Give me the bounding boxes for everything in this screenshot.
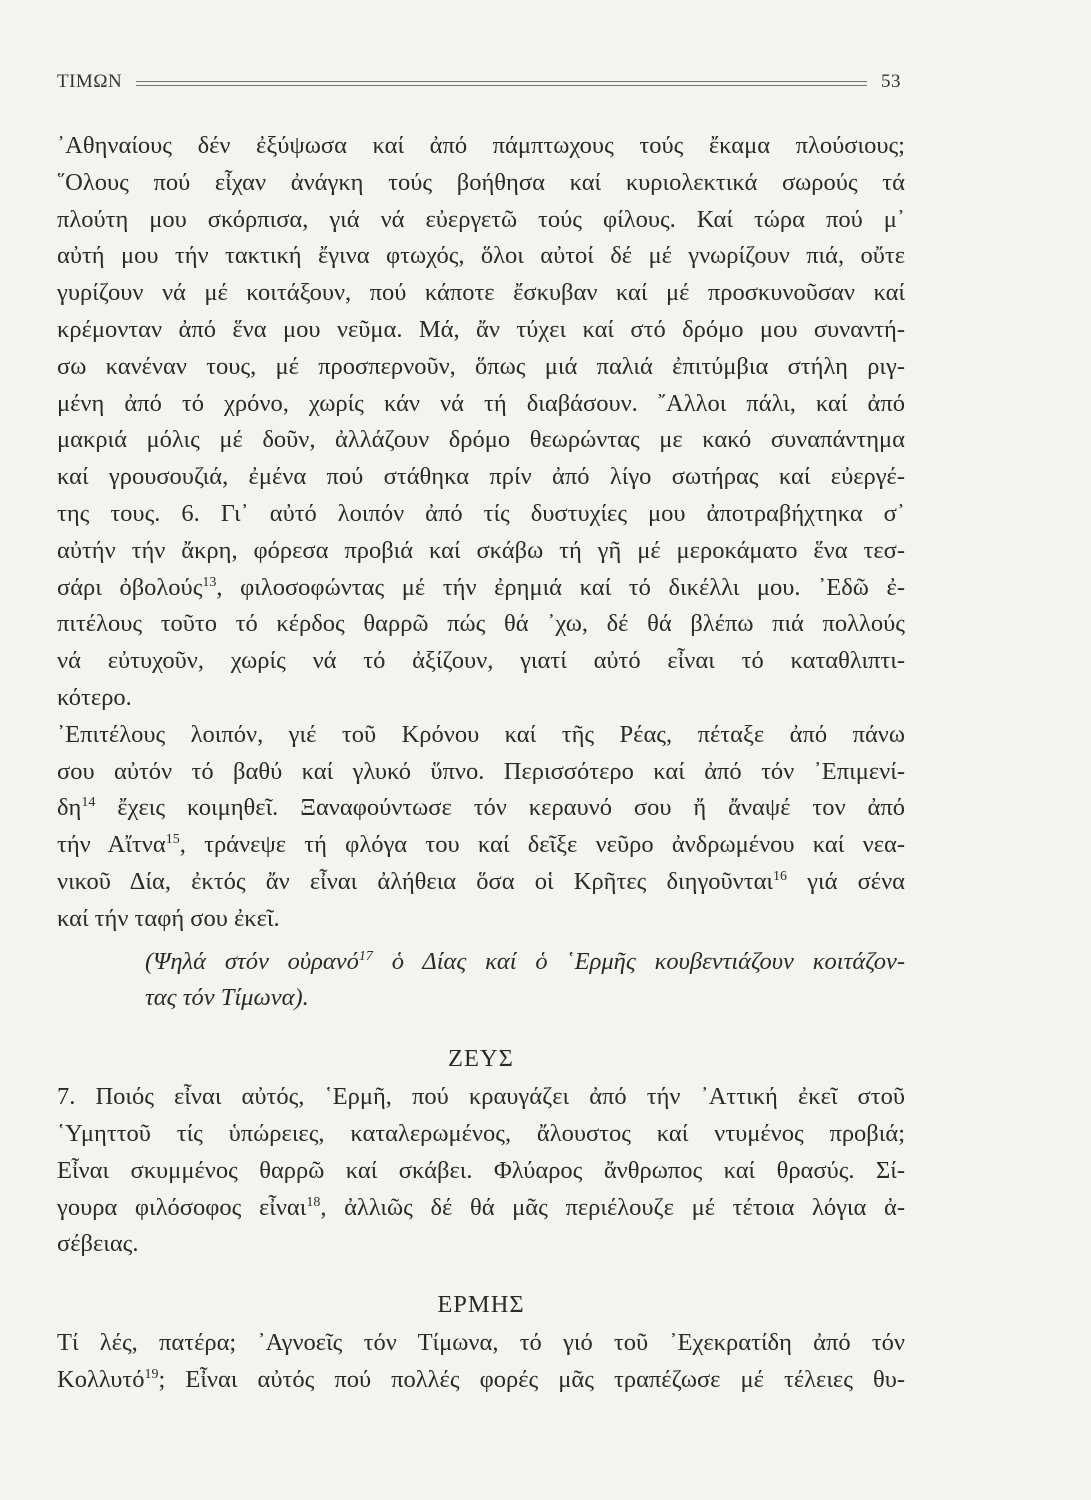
text-line: αὐτήν τήν ἄκρη, φόρεσα προβιά καί σκάβω τή γῆ μέ μεροκάματο ἕνα τεσ-: [57, 536, 905, 564]
speaker-heading: ΖΕΥΣ: [448, 1045, 514, 1073]
text-line: ῞Ολους πού εἶχαν ἀνάγκη τούς βοήθησα καί κυριολεκτικά σωρούς τά: [57, 168, 905, 196]
text-fragment: τήν Αἴτνα: [57, 831, 166, 859]
running-header: [57, 70, 901, 94]
text-fragment: σάρι ὀβολούς: [57, 573, 203, 601]
text-fragment: δη: [57, 794, 82, 822]
footnote-ref: 13: [202, 574, 217, 590]
footnote-ref: 18: [306, 1194, 321, 1210]
text-line: γυρίζουν νά μέ κοιτάξουν, πού κάποτε ἔσκυβαν καί μέ προσκυνοῦσαν καί: [57, 279, 905, 307]
spacer: [57, 1263, 905, 1285]
page-number: 53: [881, 71, 901, 92]
footnote-ref: 19: [144, 1366, 159, 1382]
text-line: καί γρουσουζιά, ἐμένα πού στάθηκα πρίν ἀπό λίγο σωτήρας καί εὐεργέ-: [57, 463, 905, 491]
text-line: αὐτή μου τήν τακτική ἔγινα φτωχός, ὅλοι αὐτοί δέ μέ γνωρίζουν πιά, οὔτε: [57, 242, 905, 270]
text-line: κρέμονταν ἀπό ἕνα μου νεῦμα. Μά, ἄν τύχει καί στό δρόμο μου συναντή-: [57, 315, 905, 343]
text-line: [57, 1190, 905, 1227]
text-line: νά εὐτυχοῦν, χωρίς νά τό ἀξίζουν, γιατί αὐτό εἶναι τό καταθλιπτι-: [57, 647, 905, 675]
text-line: [57, 570, 905, 607]
text-line: [57, 1362, 905, 1399]
stage-direction-line: [57, 944, 905, 981]
text-line: Τί λές, πατέρα; ᾿Αγνοεῖς τόν Τίμωνα, τό γιό τοῦ ᾿Εχεκρατίδη ἀπό τόν: [57, 1329, 905, 1357]
stage-direction-line: τας τόν Τίμωνα).: [145, 984, 309, 1012]
text-fragment: ἔχεις κοιμηθεῖ. Ξαναφούντωσε τόν κεραυνό σου ἤ ἄναψέ τον ἀπό: [95, 794, 905, 822]
text-line: μακριά μόλις μέ δοῦν, ἀλλάζουν δρόμο θεωρώντας με κακό συναπάντημα: [57, 426, 905, 454]
speaker-heading: ΕΡΜΗΣ: [437, 1291, 525, 1319]
text-line: ᾿Αθηναίους δέν ἐξύψωσα καί ἀπό πάμπτωχους τούς ἔκαμα πλούσιους;: [57, 132, 905, 159]
text-fragment: , φιλοσοφώντας μέ τήν ἐρημιά καί τό δικέλλι μου. ᾿Εδῶ ἐ-: [216, 573, 905, 601]
header-rule: [136, 81, 867, 86]
text-line: της τους. 6. Γι᾿ αὐτό λοιπόν ἀπό τίς δυστυχίες μου ἀποτραβήχτηκα σ᾿: [57, 499, 905, 527]
text-line: ᾿Επιτέλους λοιπόν, γιέ τοῦ Κρόνου καί τῆς Ρέας, πέταξε ἀπό πάνω: [57, 720, 905, 748]
text-line: Εἶναι σκυμμένος θαρρῶ καί σκάβει. Φλύαρος ἄνθρωπος καί θρασύς. Σί-: [57, 1156, 905, 1184]
text-fragment: ὁ Δίας καί ὁ ῾Ερμῆς κουβεντιάζουν κοιτάζον-: [372, 947, 905, 975]
footnote-ref: 15: [165, 832, 180, 848]
body-text: [57, 128, 905, 1399]
text-line: μένη ἀπό τό χρόνο, χωρίς κάν νά τή διαβάσουν. ῎Αλλοι πάλι, καί ἀπό: [57, 389, 905, 417]
footnote-ref: 14: [81, 795, 96, 811]
text-line: [57, 790, 905, 827]
footnote-ref: 17: [358, 948, 373, 964]
running-title: ΤΙΜΩΝ: [57, 71, 123, 92]
text-line: πλούτη μου σκόρπισα, γιά νά εὐεργετῶ τούς φίλους. Καί τώρα πού μ᾿: [57, 205, 905, 233]
text-line: σω κανέναν τους, μέ προσπερνοῦν, ὅπως μιά παλιά ἐπιτύμβια στήλη ριγ-: [57, 352, 905, 380]
text-line: [57, 827, 905, 864]
text-fragment: γιά σένα: [787, 867, 905, 895]
text-fragment: γουρα φιλόσοφος εἶναι: [57, 1193, 307, 1221]
text-line: σέβειας.: [57, 1230, 139, 1258]
text-fragment: , τράνεψε τή φλόγα του καί δεῖξε νεῦρο ἀνδρωμένου καί νεα-: [179, 831, 905, 859]
text-fragment: Κολλυτό: [57, 1365, 145, 1393]
footnote-ref: 16: [773, 868, 787, 884]
text-fragment: νικοῦ Δία, ἐκτός ἄν εἶναι ἀλήθεια ὅσα οἱ Κρῆτες διηγοῦνται: [57, 867, 773, 895]
text-fragment: , ἀλλιῶς δέ θά μᾶς περιέλουζε μέ τέτοια λόγια ἀ-: [320, 1193, 905, 1221]
text-line: σου αὐτόν τό βαθύ καί γλυκό ὕπνο. Περισσότερο καί ἀπό τόν ᾿Επιμενί-: [57, 757, 905, 785]
text-fragment: ; Εἶναι αὐτός πού πολλές φορές μᾶς τραπέζωσε μέ τέλειες θυ-: [158, 1365, 905, 1393]
spacer: [57, 1017, 905, 1039]
text-line: [57, 864, 905, 901]
text-line: καί τήν ταφή σου ἐκεῖ.: [57, 904, 280, 932]
text-line: ῾Υμηττοῦ τίς ὑπώρειες, καταλερωμένος, ἄλουστος καί ντυμένος προβιά;: [57, 1119, 905, 1147]
text-fragment: (Ψηλά στόν οὐρανό: [145, 947, 359, 975]
text-line: πιτέλους τοῦτο τό κέρδος θαρρῶ πώς θά ᾿χω, δέ θά βλέπω πιά πολλούς: [57, 610, 905, 638]
text-line: 7. Ποιός εἶναι αὐτός, ῾Ερμῆ, πού κραυγάζει ἀπό τήν ᾿Αττική ἐκεῖ στοῦ: [57, 1083, 905, 1111]
text-line: κότερο.: [57, 683, 132, 711]
